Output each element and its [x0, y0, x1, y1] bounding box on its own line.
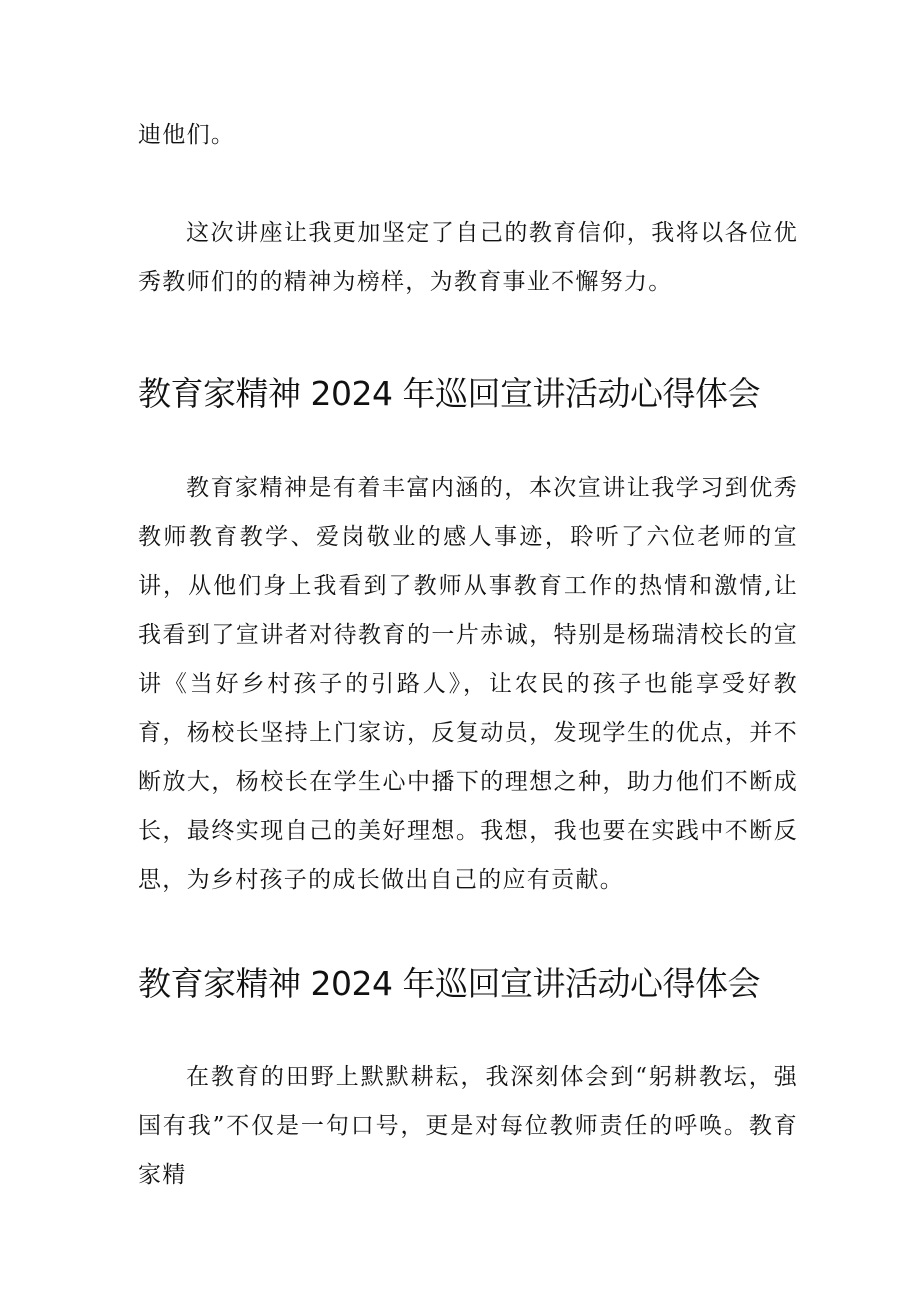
paragraph-section-1-body: 教育家精神是有着丰富内涵的，本次宣讲让我学习到优秀教师教育教学、爱岗敬业的感人事迹，聆听了六位老师的宣讲，从他们身上我看到了教师从事教育工作的热情和激情,让我看到了宣讲者对待教育的一片赤诚，特别是杨瑞清校长的宣讲《当好乡村孩子的引路人》，让农民的孩子也能享受好教育，杨校长坚持上门家访，反复动员，发现学生的优点，并不断放大，杨校长在学生心中播下的理想之种，助力他们不断成长，最终实现自己的美好理想。我想，我也要在实践中不断反思，为乡村孩子的成长做出自己的应有贡献。	[138, 475, 798, 893]
section-title-1: 教育家精神 2024 年巡回宣讲活动心得体会	[138, 374, 760, 413]
paragraph-section-2-body: 在教育的田野上默默耕耘，我深刻体会到“躬耕教坛，强国有我”不仅是一句口号，更是对每位教师责任的呼唤。教育家精	[138, 1064, 798, 1188]
paragraph-fragment: 迪他们。	[138, 122, 236, 148]
section-title-2: 教育家精神 2024 年巡回宣讲活动心得体会	[138, 964, 760, 1003]
paragraph-education-belief: 这次讲座让我更加坚定了自己的教育信仰，我将以各位优秀教师们的的精神为榜样，为教育事业不懈努力。	[138, 220, 798, 295]
